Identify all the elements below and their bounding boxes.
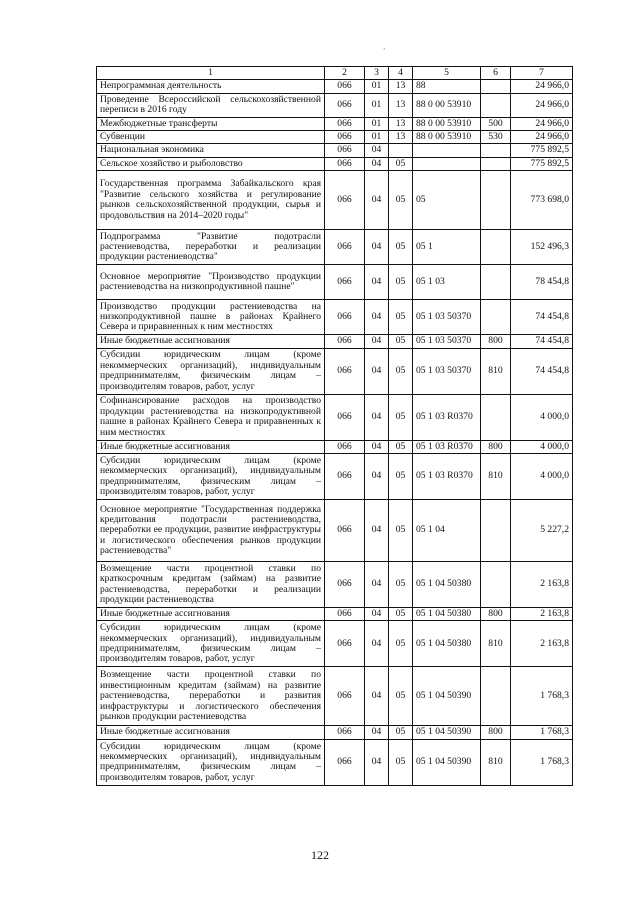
table-row: [97, 562, 573, 608]
row-amount: 2 163,8: [511, 608, 573, 621]
row-target-article: 88 0 00 53910: [413, 93, 481, 117]
row-target-article: 05 1 04: [413, 500, 481, 562]
row-name: Подпрограмма "Развитие подотрасли растениеводства, переработки и реализации продукции растениеводства": [97, 230, 325, 265]
row-amount: 775 892,5: [511, 157, 573, 170]
table-row: [97, 500, 573, 562]
row-target-article: 05: [413, 171, 481, 230]
row-expense-type: 810: [481, 454, 511, 500]
row-name: Государственная программа Забайкальского края "Развитие сельского хозяйства и регулирование рынков сельскохозяйственной продукции, сырья и продовольствия на 2014–2020 годы": [97, 171, 325, 230]
row-ministry-code: 066: [325, 440, 365, 453]
row-ministry-code: 066: [325, 608, 365, 621]
row-ministry-code: 066: [325, 500, 365, 562]
row-amount: 2 163,8: [511, 562, 573, 608]
row-ministry-code: 066: [325, 335, 365, 348]
table-row: [97, 171, 573, 230]
header-row: [97, 67, 573, 80]
row-expense-type: 800: [481, 335, 511, 348]
row-name: Иные бюджетные ассигнования: [97, 608, 325, 621]
row-subsection-code: 05: [389, 726, 413, 739]
row-target-article: 05 1 04 50390: [413, 726, 481, 739]
row-subsection-code: [389, 144, 413, 157]
row-amount: 4 000,0: [511, 440, 573, 453]
row-subsection-code: 05: [389, 171, 413, 230]
row-amount: 773 698,0: [511, 171, 573, 230]
row-name: Софинансирование расходов на производство продукции растениеводства на низкопродуктивной пашне в районах Крайнего Севера и приравненных к ним местностях: [97, 394, 325, 440]
row-name: Основное мероприятие "Государственная поддержка кредитования подотрасли растениеводства, переработки ее продукции, развитие инфраструктуры и логистического обеспечения рынков продукции растениеводства": [97, 500, 325, 562]
row-subsection-code: 05: [389, 230, 413, 265]
row-ministry-code: 066: [325, 621, 365, 667]
table-row: [97, 80, 573, 93]
row-target-article: 05 1 03 50370: [413, 348, 481, 394]
col-header-target-article: 5: [413, 67, 481, 80]
row-name: Непрограммная деятельность: [97, 80, 325, 93]
row-ministry-code: 066: [325, 394, 365, 440]
row-section-code: 04: [365, 562, 389, 608]
row-expense-type: [481, 157, 511, 170]
row-ministry-code: 066: [325, 157, 365, 170]
table-row: [97, 726, 573, 739]
row-expense-type: [481, 93, 511, 117]
row-expense-type: 810: [481, 621, 511, 667]
row-ministry-code: 066: [325, 348, 365, 394]
row-subsection-code: 05: [389, 739, 413, 785]
row-ministry-code: 066: [325, 80, 365, 93]
row-ministry-code: 066: [325, 171, 365, 230]
row-subsection-code: 05: [389, 440, 413, 453]
row-amount: 1 768,3: [511, 739, 573, 785]
row-ministry-code: 066: [325, 230, 365, 265]
col-header-expense-type: 6: [481, 67, 511, 80]
row-ministry-code: 066: [325, 562, 365, 608]
row-target-article: 05 1 03 50370: [413, 335, 481, 348]
row-subsection-code: 13: [389, 93, 413, 117]
col-header-subsection: 4: [389, 67, 413, 80]
row-section-code: 04: [365, 348, 389, 394]
row-expense-type: [481, 230, 511, 265]
col-header-section: 3: [365, 67, 389, 80]
row-subsection-code: 05: [389, 621, 413, 667]
row-section-code: 04: [365, 300, 389, 335]
col-header-ministry: 2: [325, 67, 365, 80]
row-amount: 78 454,8: [511, 265, 573, 300]
row-subsection-code: 05: [389, 562, 413, 608]
row-name: Субсидии юридическим лицам (кроме некоммерческих организаций), индивидуальным предпринимателям, физическим лицам – производителям товаров, работ, услуг: [97, 348, 325, 394]
row-section-code: 04: [365, 726, 389, 739]
row-amount: 2 163,8: [511, 621, 573, 667]
col-header-amount: 7: [511, 67, 573, 80]
row-ministry-code: 066: [325, 300, 365, 335]
row-name: Производство продукции растениеводства на низкопродуктивной пашне в районах Крайнего Севера и приравненных к ним местностях: [97, 300, 325, 335]
row-amount: 74 454,8: [511, 300, 573, 335]
row-name: Иные бюджетные ассигнования: [97, 726, 325, 739]
row-expense-type: [481, 144, 511, 157]
row-expense-type: [481, 562, 511, 608]
row-expense-type: 530: [481, 131, 511, 144]
row-expense-type: [481, 394, 511, 440]
row-expense-type: 810: [481, 739, 511, 785]
row-amount: 4 000,0: [511, 454, 573, 500]
row-name: Иные бюджетные ассигнования: [97, 440, 325, 453]
row-ministry-code: 066: [325, 667, 365, 726]
row-subsection-code: 05: [389, 667, 413, 726]
row-amount: 5 227,2: [511, 500, 573, 562]
row-target-article: 88: [413, 80, 481, 93]
row-amount: 1 768,3: [511, 667, 573, 726]
row-section-code: 04: [365, 144, 389, 157]
row-subsection-code: 13: [389, 80, 413, 93]
row-section-code: 04: [365, 171, 389, 230]
row-target-article: 05 1 03 R0370: [413, 440, 481, 453]
row-section-code: 04: [365, 608, 389, 621]
row-name: Субсидии юридическим лицам (кроме некоммерческих организаций), индивидуальным предпринимателям, физическим лицам – производителям товаров, работ, услуг: [97, 739, 325, 785]
row-name: Национальная экономика: [97, 144, 325, 157]
row-amount: 24 966,0: [511, 117, 573, 130]
row-subsection-code: 05: [389, 157, 413, 170]
row-target-article: 05 1 03 R0370: [413, 394, 481, 440]
table-row: [97, 667, 573, 726]
row-expense-type: [481, 80, 511, 93]
row-section-code: 04: [365, 667, 389, 726]
row-subsection-code: 05: [389, 500, 413, 562]
table-row: [97, 608, 573, 621]
row-section-code: 04: [365, 454, 389, 500]
row-target-article: 05 1 04 50380: [413, 562, 481, 608]
row-target-article: 05 1 04 50390: [413, 739, 481, 785]
row-name: Субсидии юридическим лицам (кроме некоммерческих организаций), индивидуальным предпринимателям, физическим лицам – производителям товаров, работ, услуг: [97, 454, 325, 500]
row-section-code: 04: [365, 394, 389, 440]
table-row: [97, 230, 573, 265]
row-name: Субсидии юридическим лицам (кроме некоммерческих организаций), индивидуальным предпринимателям, физическим лицам – производителям товаров, работ, услуг: [97, 621, 325, 667]
row-subsection-code: 05: [389, 454, 413, 500]
row-section-code: 04: [365, 739, 389, 785]
table-row: [97, 348, 573, 394]
table-row: [97, 621, 573, 667]
row-amount: 24 966,0: [511, 80, 573, 93]
table-row: [97, 157, 573, 170]
table-row: [97, 454, 573, 500]
row-expense-type: [481, 667, 511, 726]
table-row: [97, 440, 573, 453]
table-row: [97, 144, 573, 157]
row-amount: 24 966,0: [511, 131, 573, 144]
table-row: [97, 131, 573, 144]
row-expense-type: 500: [481, 117, 511, 130]
row-target-article: 05 1: [413, 230, 481, 265]
scan-speck: `: [383, 47, 386, 56]
row-ministry-code: 066: [325, 739, 365, 785]
row-section-code: 01: [365, 117, 389, 130]
row-name: Проведение Всероссийской сельскохозяйственной переписи в 2016 году: [97, 93, 325, 117]
budget-table: [96, 66, 573, 786]
row-amount: 1 768,3: [511, 726, 573, 739]
row-subsection-code: 05: [389, 300, 413, 335]
row-subsection-code: 05: [389, 394, 413, 440]
row-section-code: 04: [365, 440, 389, 453]
row-amount: 24 966,0: [511, 93, 573, 117]
row-ministry-code: 066: [325, 265, 365, 300]
row-name: Возмещение части процентной ставки по инвестиционным кредитам (займам) на развитие растениеводства, переработки и развития инфраструктуры и логистического обеспечения рынков продукции растениеводства: [97, 667, 325, 726]
row-section-code: 04: [365, 500, 389, 562]
row-ministry-code: 066: [325, 144, 365, 157]
row-expense-type: 800: [481, 726, 511, 739]
row-target-article: 05 1 04 50380: [413, 621, 481, 667]
row-expense-type: [481, 500, 511, 562]
row-subsection-code: 05: [389, 608, 413, 621]
row-section-code: 04: [365, 157, 389, 170]
row-target-article: 05 1 03: [413, 265, 481, 300]
row-expense-type: [481, 300, 511, 335]
row-ministry-code: 066: [325, 726, 365, 739]
row-amount: 74 454,8: [511, 348, 573, 394]
row-subsection-code: 05: [389, 348, 413, 394]
row-amount: 4 000,0: [511, 394, 573, 440]
row-amount: 775 892,5: [511, 144, 573, 157]
row-target-article: 05 1 03 50370: [413, 300, 481, 335]
table-row: [97, 300, 573, 335]
row-subsection-code: 05: [389, 335, 413, 348]
row-name: Основное мероприятие "Производство продукции растениеводства на низкопродуктивной пашне": [97, 265, 325, 300]
row-section-code: 01: [365, 80, 389, 93]
row-expense-type: [481, 171, 511, 230]
row-name: Иные бюджетные ассигнования: [97, 335, 325, 348]
row-expense-type: 810: [481, 348, 511, 394]
row-target-article: 05 1 04 50390: [413, 667, 481, 726]
row-ministry-code: 066: [325, 131, 365, 144]
row-expense-type: [481, 265, 511, 300]
row-target-article: 88 0 00 53910: [413, 117, 481, 130]
row-section-code: 01: [365, 131, 389, 144]
row-subsection-code: 13: [389, 117, 413, 130]
col-header-name: 1: [97, 67, 325, 80]
page-number: 122: [311, 848, 329, 862]
row-ministry-code: 066: [325, 454, 365, 500]
row-target-article: 88 0 00 53910: [413, 131, 481, 144]
table-row: [97, 93, 573, 117]
row-expense-type: 800: [481, 440, 511, 453]
row-section-code: 04: [365, 265, 389, 300]
row-subsection-code: 13: [389, 131, 413, 144]
row-name: Сельское хозяйство и рыболовство: [97, 157, 325, 170]
row-target-article: 05 1 03 R0370: [413, 454, 481, 500]
row-target-article: [413, 144, 481, 157]
row-name: Межбюджетные трансферты: [97, 117, 325, 130]
table-row: [97, 739, 573, 785]
row-ministry-code: 066: [325, 93, 365, 117]
table-row: [97, 265, 573, 300]
table-body: [97, 80, 573, 785]
row-amount: 152 496,3: [511, 230, 573, 265]
row-subsection-code: 05: [389, 265, 413, 300]
table-row: [97, 335, 573, 348]
row-target-article: 05 1 04 50380: [413, 608, 481, 621]
table-row: [97, 394, 573, 440]
row-section-code: 01: [365, 93, 389, 117]
row-section-code: 04: [365, 335, 389, 348]
row-name: Субвенции: [97, 131, 325, 144]
row-section-code: 04: [365, 230, 389, 265]
row-amount: 74 454,8: [511, 335, 573, 348]
row-ministry-code: 066: [325, 117, 365, 130]
row-name: Возмещение части процентной ставки по краткосрочным кредитам (займам) на развитие растениеводства, переработки и реализации продукции растениеводства: [97, 562, 325, 608]
table-row: [97, 117, 573, 130]
row-target-article: [413, 157, 481, 170]
row-expense-type: 800: [481, 608, 511, 621]
row-section-code: 04: [365, 621, 389, 667]
